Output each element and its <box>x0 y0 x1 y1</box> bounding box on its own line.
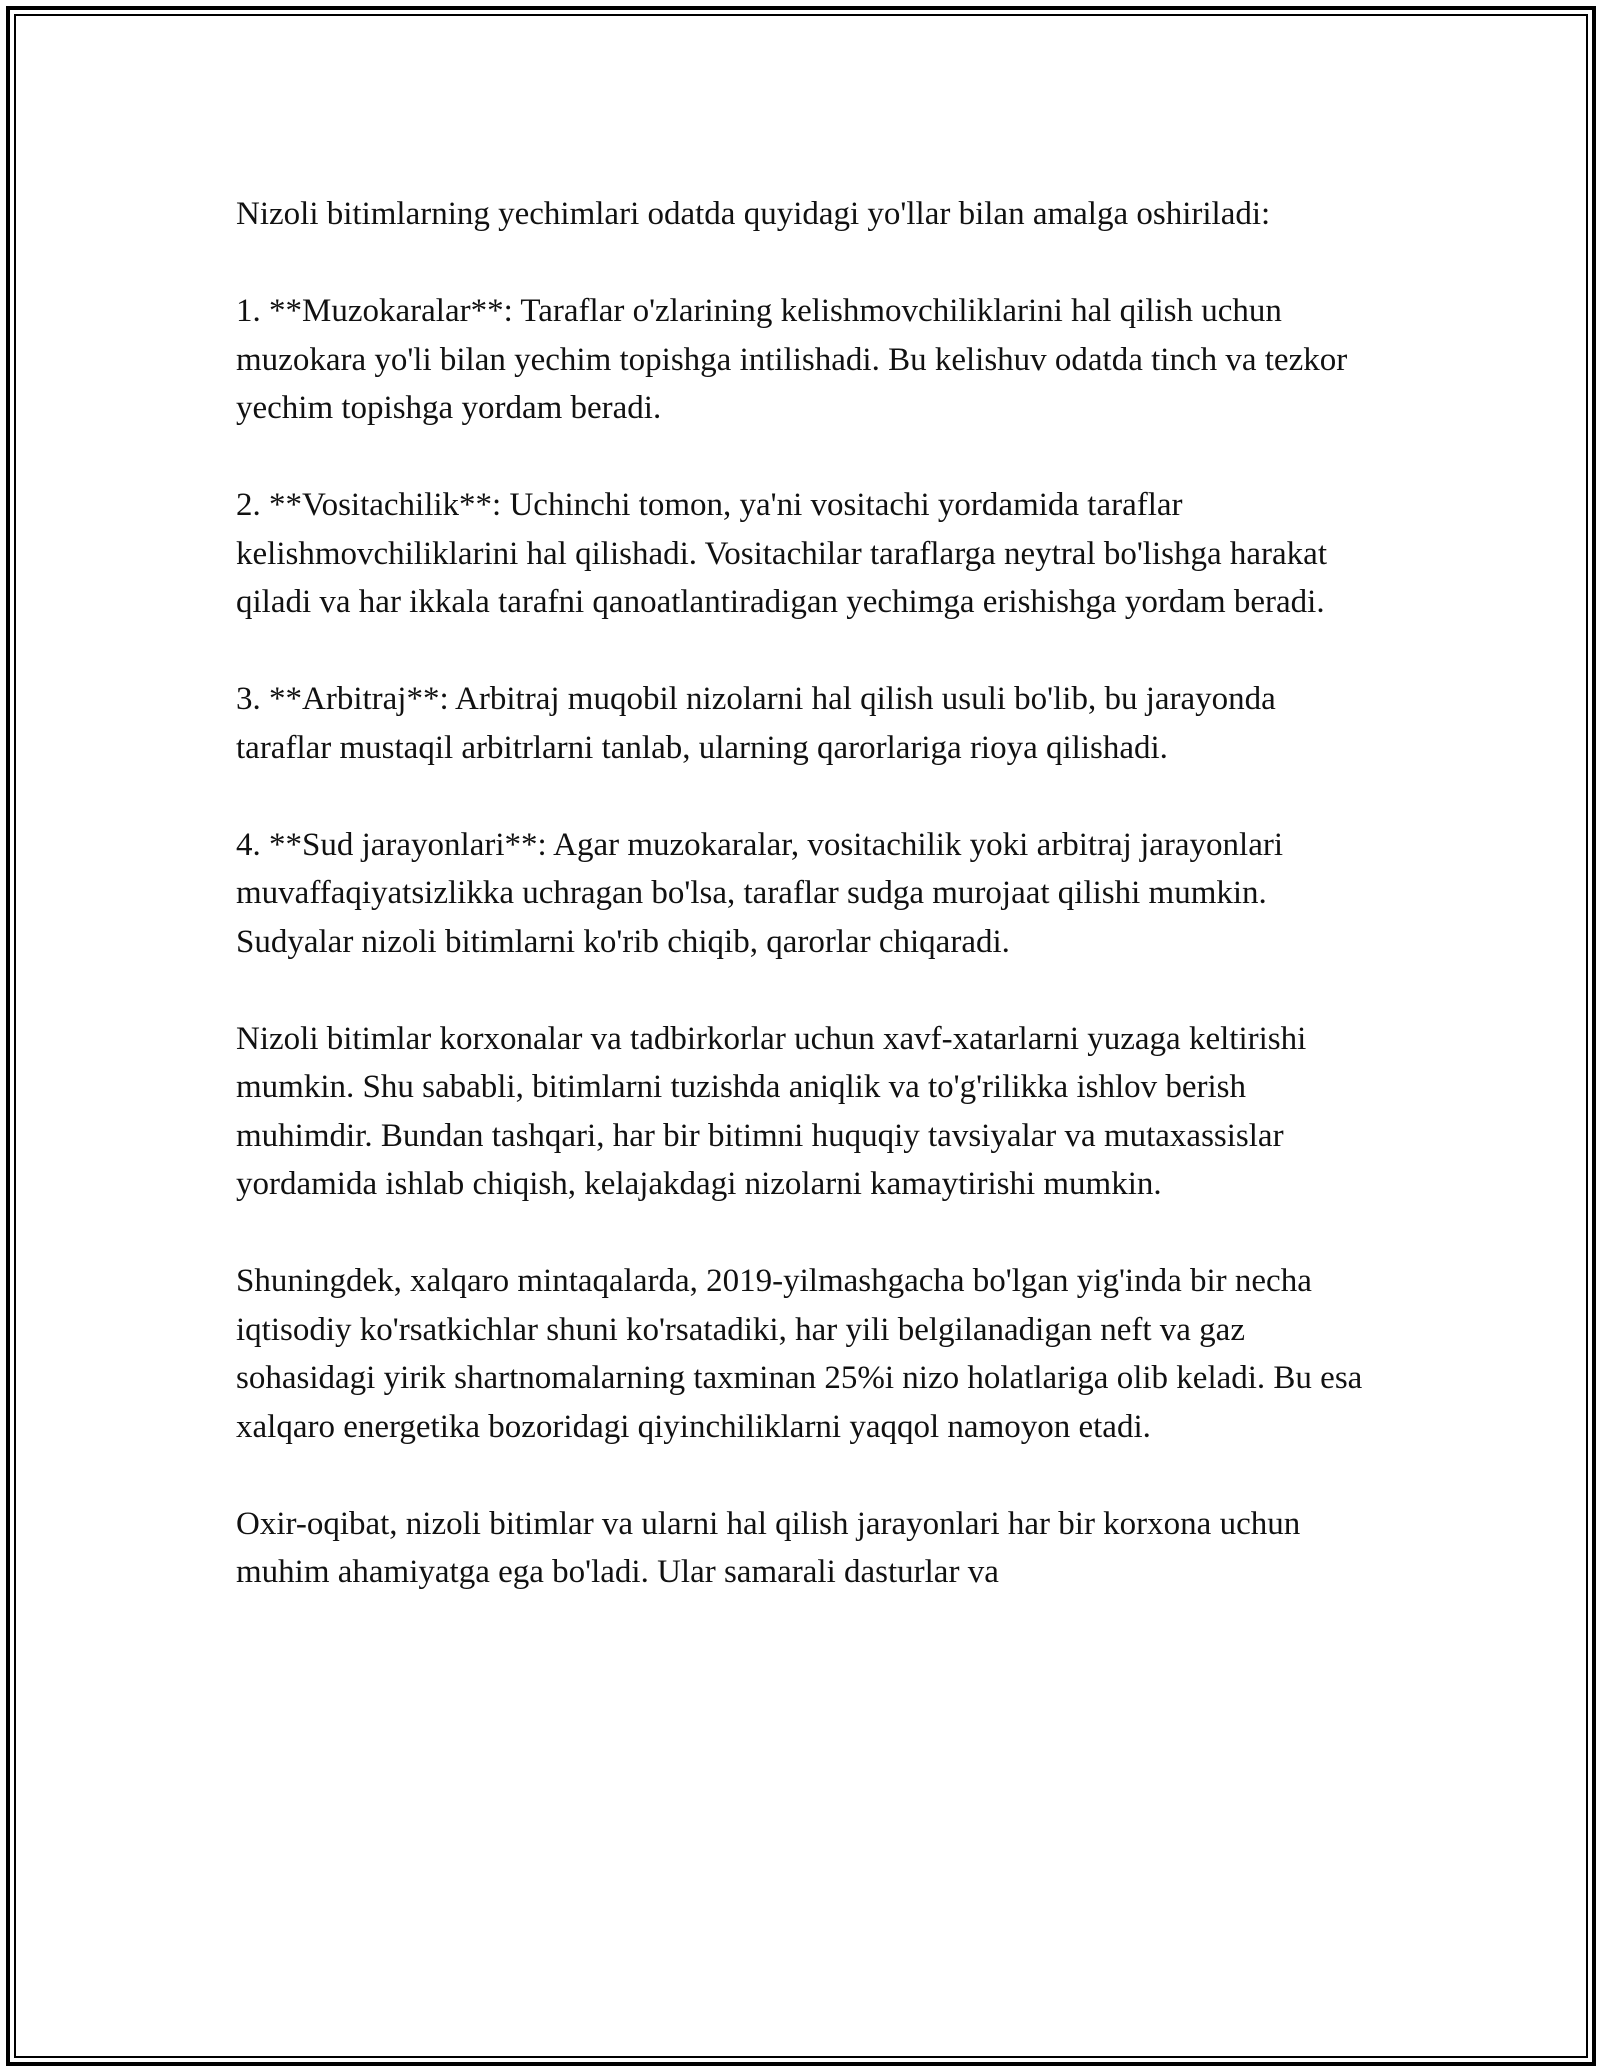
list-item-muzokaralar: 1. **Muzokaralar**: Taraflar o'zlarining kelishmovchiliklarini hal qilish uchun muzokara yo'li bilan yechim topishga intilishadi. Bu kelishuv odatda tinch va tezkor yechim topishga yordam beradi. <box>236 293 1348 426</box>
risk-paragraph: Nizoli bitimlar korxonalar va tadbirkorlar uchun xavf-xatarlarni yuzaga keltirishi mumkin. Shu sababli, bitimlarni tuzishda aniqlik va to'g'rilikka ishlov berish muhimdir. Bundan tashqari, har bir bitimni huquqiy tavsiyalar va mutaxassislar yordamida ishlab chiqish, kelajakdagi nizolarni kamaytirishi mumkin. <box>236 1020 1307 1202</box>
document-body <box>236 190 1366 1597</box>
list-item-sud-jarayonlari: 4. **Sud jarayonlari**: Agar muzokaralar, vositachilik yoki arbitraj jarayonlari muvaffaqiyatsizlikka uchragan bo'lsa, taraflar sudga murojaat qilishi mumkin. Sudyalar nizoli bitimlarni ko'rib chiqib, qarorlar chiqaradi. <box>236 826 1284 960</box>
statistics-paragraph: Shuningdek, xalqaro mintaqalarda, 2019-yilmashgacha bo'lgan yig'inda bir necha iqtisodiy ko'rsatkichlar shuni ko'rsatadiki, har yili belgilanadigan neft va gaz sohasidagi yirik shartnomalarning taxminan 25%i nizo holatlariga olib keladi. Bu esa xalqaro energetika bozoridagi qiyinchiliklarni yaqqol namoyon etadi. <box>236 1263 1363 1445</box>
intro-paragraph: Nizoli bitimlarning yechimlari odatda quyidagi yo'llar bilan amalga oshiriladi: <box>236 196 1271 232</box>
list-item-vositachilik: 2. **Vositachilik**: Uchinchi tomon, ya'ni vositachi yordamida taraflar kelishmovchiliklarini hal qilishadi. Vositachilar taraflarga neytral bo'lishga harakat qiladi va har ikkala tarafni qanoatlantiradigan yechimga erishishga yordam beradi. <box>236 487 1327 620</box>
conclusion-paragraph: Oxir-oqibat, nizoli bitimlar va ularni hal qilish jarayonlari har bir korxona uchun muhim ahamiyatga ega bo'ladi. Ular samarali dasturlar va <box>236 1505 1301 1590</box>
list-item-arbitraj: 3. **Arbitraj**: Arbitraj muqobil nizolarni hal qilish usuli bo'lib, bu jarayonda taraflar mustaqil arbitrlarni tanlab, ularning qarorlariga rioya qilishadi. <box>236 681 1276 766</box>
